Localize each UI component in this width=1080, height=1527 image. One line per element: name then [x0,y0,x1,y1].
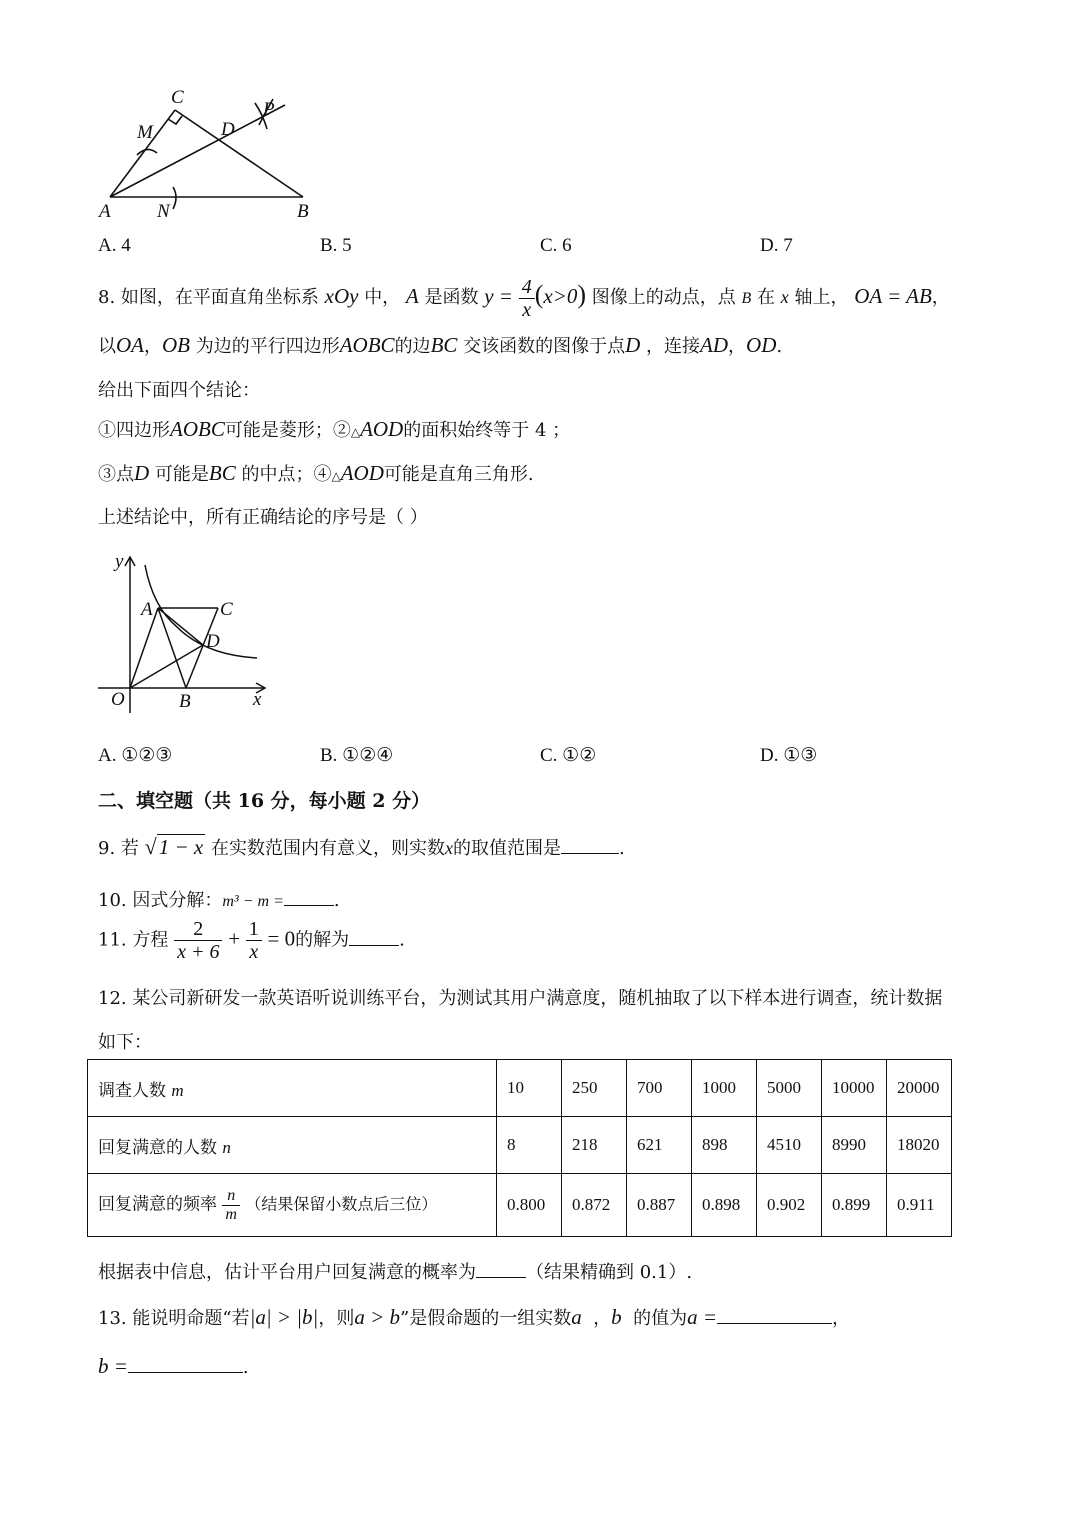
q8-oa: OA [116,333,144,357]
q11-plus: + [228,926,241,951]
q11 [98,918,405,963]
q13-text: ， [593,1308,612,1329]
q11-fraction-2 [246,918,262,963]
q8-c1-aod: AOD [360,417,404,441]
table-cell: 218 [562,1117,627,1174]
coordinate-figure [95,545,275,715]
table-cell: 1000 [692,1060,757,1117]
q8-fraction [519,276,535,321]
q11-f2-num: 1 [246,918,262,941]
label-M: M [137,122,153,143]
table-cell: 0.899 [822,1174,887,1237]
q8-text: ③点 [98,464,134,485]
table-cell: 898 [692,1117,757,1174]
q13-text: ， [832,1308,851,1329]
q13-b-eq: b = [98,1354,128,1378]
q8-aobc: AOBC [339,333,395,357]
table-cell: 10000 [822,1060,887,1117]
q12-after [98,1258,692,1284]
q9-text: . [618,838,625,859]
table-cell: 20000 [887,1060,952,1117]
q12-line1: 12. 某公司新研发一款英语听说训练平台，为测试其用户满意度，随机抽取了以下样本进行调查，统计数据 [98,988,943,1009]
q8-text: ， [931,287,950,308]
table-row [88,1117,952,1174]
table-cell: 0.911 [887,1174,952,1237]
table-cell: 250 [562,1060,627,1117]
q8-text: 可能是菱形；② [224,420,351,441]
segment-OD [130,645,203,688]
table-cell: 0.872 [562,1174,627,1237]
q13-line1 [98,1304,850,1330]
q8-text: ， [728,336,747,357]
q8-c2-bc: BC [208,461,236,485]
row-label: 回复满意的人数 [98,1137,217,1158]
q11-f1-den: x + 6 [177,941,220,963]
table-cell: 8 [497,1117,562,1174]
q10-text: . [333,890,340,911]
q8-text: ， [144,336,162,357]
q8-text: 8. 如图，在平面直角坐标系 [98,287,319,308]
q10 [98,886,340,912]
q8-text: 交该函数的图像于点 [463,336,626,357]
table-cell: 18020 [887,1117,952,1174]
q8-od: OD [746,333,777,357]
table-cell: 0.887 [627,1174,692,1237]
q11-text: 的解为 [295,929,350,951]
q13-line2 [98,1354,249,1379]
row-note: （结果保留小数点后三位） [245,1194,438,1214]
q8-line2 [98,332,782,358]
arc-mark-M [137,149,157,155]
row-label: 回复满意的频率 [98,1194,217,1215]
table-cell: 4510 [757,1117,822,1174]
q8-question: 上述结论中，所有正确结论的序号是（ ） [98,507,428,528]
q8-text: 以 [98,336,116,357]
q10-answer-blank[interactable] [284,887,334,906]
q8-ad: AD [700,333,729,357]
label-C: C [220,599,233,620]
q12-text: 根据表中信息，估计平台用户回复满意的概率为 [98,1262,476,1283]
q8-text: . [776,336,783,357]
q13-text: . [242,1357,249,1378]
q7-option-a[interactable]: A. 4 [98,235,131,256]
q8-y-eq: y = [484,284,513,308]
q8-text: ①四边形 [98,420,170,441]
q8-line1: 8. 如图，在平面直角坐标系 xOy 中， A 是函数 y = $\frac{4}{x}$ (x>0) 图像上的动点，点 B 在 x 轴上， OA = AB， [98,275,950,321]
table-cell: 8990 [822,1117,887,1174]
q13-answer-blank-b[interactable] [128,1354,243,1373]
q13-b: b [611,1305,622,1329]
q13-text: 13. 能说明命题“若 [98,1308,250,1329]
arc-mark-N [173,187,176,209]
q8-line3: 给出下面四个结论： [98,380,260,401]
triangle-symbol: △ [331,469,341,483]
q13-text: ”是假命题的一组实数 [400,1308,572,1329]
q8-text: 轴上， [794,287,849,308]
q8-c2-d: D [134,461,150,485]
table-header-cell [88,1174,497,1237]
q13-abs: |a| > |b| [249,1305,319,1329]
survey-table [87,1059,952,1237]
q8-text: 中， [364,287,401,308]
row-label: 调查人数 [98,1080,166,1101]
table-header-cell [88,1060,497,1117]
q8-option-d[interactable]: D. ①③ [760,745,818,766]
q8-conclusions-1 [98,416,570,442]
label-N: N [157,201,170,222]
table-row [88,1060,952,1117]
q11-answer-blank[interactable] [349,927,399,946]
q9-text: 的取值范围是 [452,838,561,859]
label-x: x [253,689,262,710]
q8-point-b: B [741,290,752,307]
row-var: n [222,1137,231,1157]
frac-den: m [225,1205,237,1223]
table-row [88,1174,952,1237]
label-P: P [263,99,275,120]
q9 [98,834,625,860]
q9-answer-blank[interactable] [561,835,619,854]
table-cell: 0.898 [692,1174,757,1237]
q8-c2-aod: AOD [340,461,384,485]
label-D: D [221,119,235,140]
q8-condition: x>0 [543,284,578,308]
q8-option-a[interactable]: A. ①②③ [98,745,173,766]
q8-option-c[interactable]: C. ①② [540,745,597,766]
label-B: B [297,201,309,222]
label-A: A [99,201,111,222]
q8-text: 的边 [394,336,431,357]
q8-x: x [780,287,789,307]
q11-text: 11. 方程 [98,929,169,951]
label-B: B [179,691,191,712]
label-y: y [115,551,124,572]
label-C: C [171,87,184,108]
q8-text: 的面积始终等于 4 ； [403,420,571,441]
q9-text: 9. 若 [98,838,139,859]
q8-text: 在 [757,287,776,308]
q8-option-b[interactable]: B. ①②④ [320,745,394,766]
q8-text: 可能是 [154,464,209,485]
q13-a: a [571,1305,582,1329]
q8-bc: BC [430,333,458,357]
q13-text: 的值为 [633,1308,688,1329]
q13-a-eq: a = [687,1305,718,1329]
label-A: A [141,599,153,620]
q7-option-d[interactable]: D. 7 [760,235,793,256]
sqrt-symbol: √ [144,834,157,859]
table-cell: 0.902 [757,1174,822,1237]
section-heading: 二、填空题（共 16 分，每小题 2 分） [98,790,431,812]
q11-text: . [399,929,405,951]
q8-point-a: A [405,284,419,308]
q11-f1-num: 2 [174,918,222,941]
q8-frac-num: 4 [519,276,535,299]
q11-fraction-1 [174,918,222,963]
q12-text: （结果精确到 0.1）. [526,1262,693,1283]
q11-eq: = 0 [267,926,296,951]
q9-x: x [444,838,453,858]
label-O: O [111,689,125,710]
table-cell: 700 [627,1060,692,1117]
table-cell: 0.800 [497,1174,562,1237]
q8-text: 的中点；④ [241,464,332,485]
row-var: m [171,1080,184,1100]
triangle-symbol: △ [350,425,361,439]
q9-radicand: 1 − x [158,835,204,859]
q12-line2: 如下： [98,1032,152,1053]
segment-OA [130,608,158,688]
q8-eq: OA = AB [854,284,932,308]
row-fraction [222,1187,240,1223]
triangle-figure [95,85,309,230]
q8-text: 是函数 [424,287,479,308]
q8-ob: OB [162,333,190,357]
label-D: D [206,631,220,652]
q8-conclusions-2 [98,460,534,486]
q9-text: 在实数范围内有意义，则实数 [210,838,445,859]
q7-option-b[interactable]: B. 5 [320,235,352,256]
q10-expr: m³ − m = [222,893,284,910]
q8-text: 可能是直角三角形. [383,464,534,485]
q13-text: ，则 [318,1308,355,1329]
table-cell: 621 [627,1117,692,1174]
q8-text: 图像上的动点，点 [591,287,736,308]
q8-c1-aobc: AOBC [170,417,225,441]
q11-f2-den: x [249,941,259,963]
ray-AP [110,105,285,197]
q12-answer-blank[interactable] [476,1259,526,1278]
q8-text: 为边的平行四边形 [195,336,340,357]
q10-text: 10. 因式分解： [98,890,223,911]
q8-d: D [625,333,641,357]
frac-num: n [222,1187,240,1206]
table-cell: 10 [497,1060,562,1117]
q13-answer-blank-a[interactable] [717,1305,832,1324]
table-header-cell [88,1117,497,1174]
q8-frac-den: x [522,298,532,321]
table-cell: 5000 [757,1060,822,1117]
q13-ineq: a > b [354,1305,400,1329]
q8-text: ，连接 [646,336,701,357]
q8-xoy: xOy [324,284,359,308]
q7-option-c[interactable]: C. 6 [540,235,572,256]
